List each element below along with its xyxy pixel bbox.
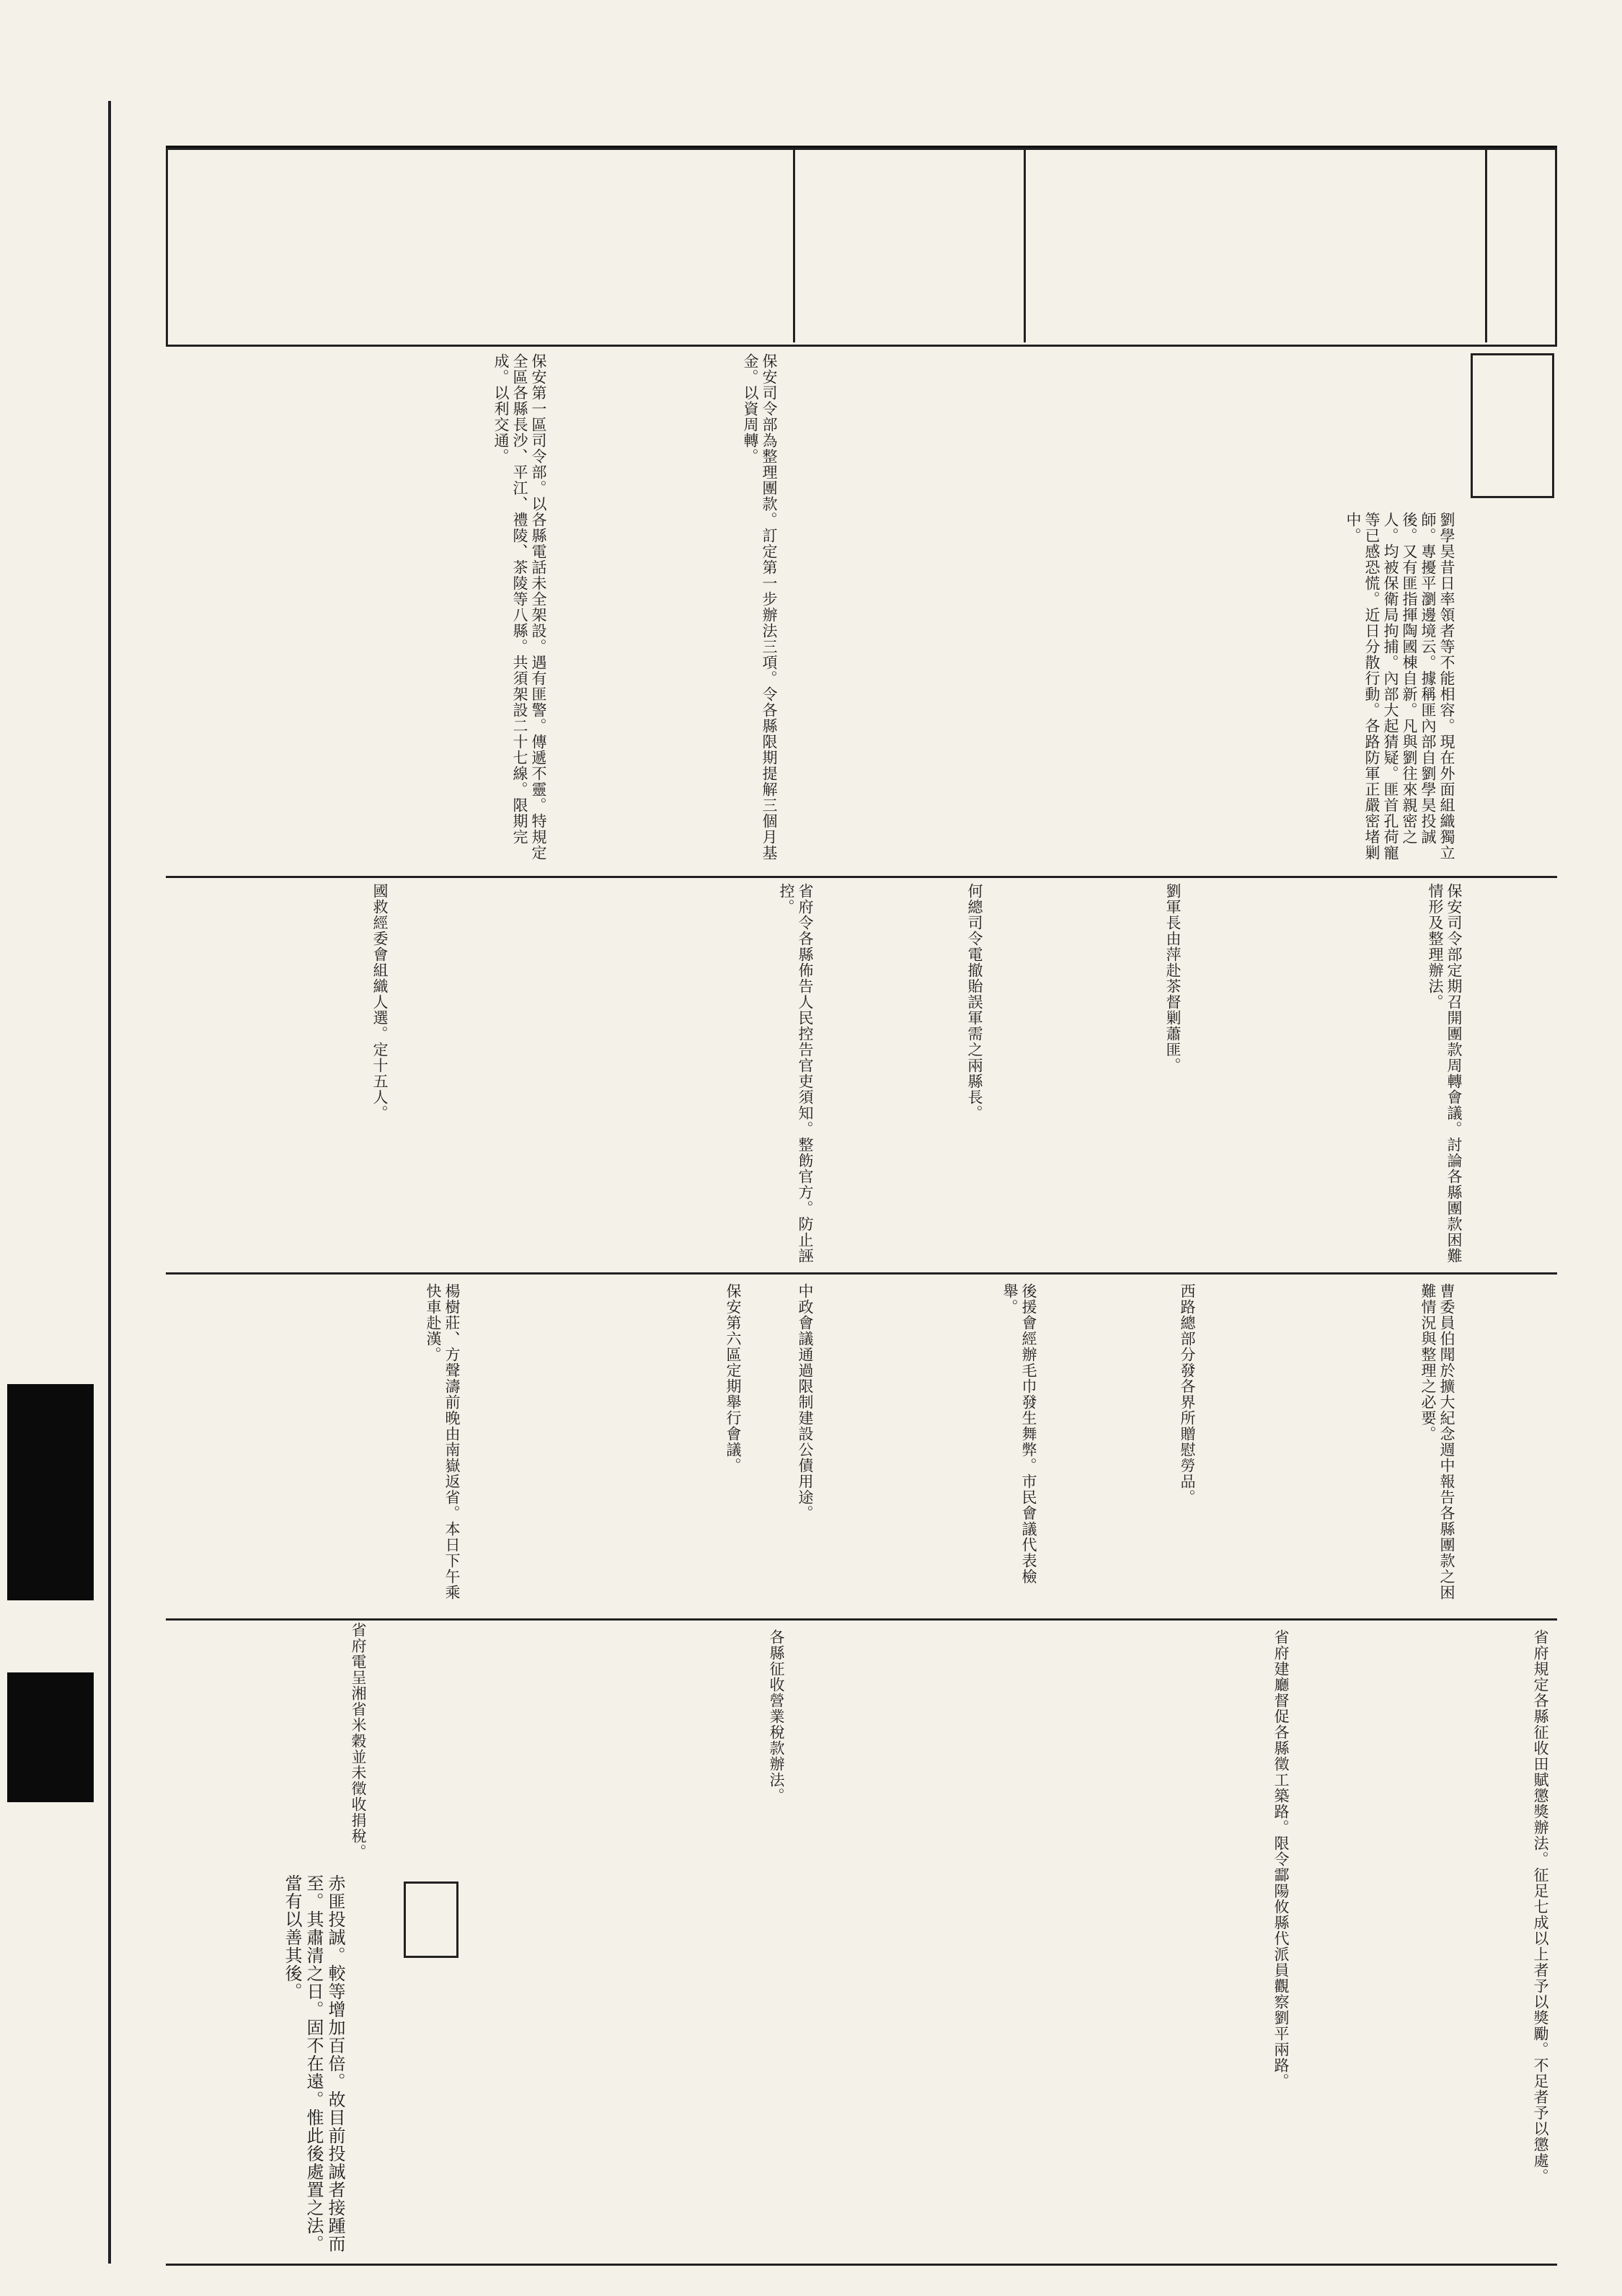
a6-body: 劉軍長由萍赴茶督剿蕭匪。 — [1164, 883, 1182, 1073]
local-badge — [1471, 353, 1554, 498]
editorial-label-box — [404, 1881, 458, 1958]
a11-body: 曹委員伯聞於擴大紀念週中報告各縣團款之困難情況與整理之必要。 — [1419, 1283, 1455, 1600]
bottom-rule — [166, 2264, 1557, 2266]
a18-body: 省府規定各縣征收田賦懲獎辦法。征足七成以上者予以獎勵。不足者予以懲處。 — [1532, 1629, 1549, 2184]
ad-divider-2 — [1024, 148, 1026, 342]
ad-band — [166, 148, 1557, 347]
a7-body: 何總司令電撤貽誤軍需之兩縣長。 — [966, 883, 983, 1121]
a5-body: 國救經委會組織人選。定十五人。 — [371, 883, 389, 1121]
editorial-body: 赤匪投誠。較等增加百倍。故目前投誠者接踵而至。其肅清之日。固不在遠。惟此後處置之法。當有以善其後。 — [282, 1874, 345, 2253]
masthead — [166, 95, 1557, 149]
a8-body: 省府令各縣佈告人民控告官吏須知。整飭官方。防止誣控。 — [778, 883, 814, 1264]
a17-body: 各縣征收營業稅款辦法。 — [768, 1629, 785, 1804]
left-strip-border — [108, 101, 111, 2264]
a12-body: 西路總部分發各界所贈慰勞品。 — [1179, 1283, 1196, 1505]
a3-body: 保安第一區司令部。以各縣電話未全架設。遇有匪警。傳遞不靈。特規定全區各縣長沙、平江、禮陵、茶陵等八縣。共須架設二十七線。限期完成。以利交通。 — [492, 353, 547, 861]
seal-block — [7, 1384, 94, 1600]
a2-body: 保安司令部為整理團款。訂定第一步辦法三項。令各縣限期提解三個月基金。以資周轉。 — [742, 353, 778, 861]
a15-body: 省府電呈湘省米穀並未徵收捐稅。 — [350, 1622, 367, 1860]
a1-body: 劉學昊昔日率領者等不能相容。現在外面組織獨立師。專擾平瀏邊境云。據稱匪內部自劉學昊投誠後。又有匪指揮陶國棟自新。凡與劉往來親密之人。均被保衛局拘捕。內部大起猜疑。匪首孔荷寵等已感恐慌。近日分散行動。各路防軍正嚴密堵剿中。 — [1344, 512, 1455, 861]
band-rule-3 — [166, 1618, 1557, 1621]
left-edge-ad-strip — [0, 101, 94, 2296]
band-rule-1 — [166, 876, 1557, 878]
a16-body: 中政會議通過限制建設公債用途。 — [797, 1283, 814, 1521]
band-rule-2 — [166, 1272, 1557, 1275]
a9-body: 楊樹莊、方聲濤前晚由南嶽返省。本日下午乘快車赴漢。 — [425, 1283, 461, 1600]
a13-body: 後援會經辦毛巾發生舞弊。市民會議代表檢舉。 — [1001, 1283, 1037, 1584]
ad-divider-1 — [793, 148, 795, 342]
a10-body: 保安司令部定期召開團款周轉會議。討論各縣團款困難情形及整理辦法。 — [1427, 883, 1463, 1264]
a19-body: 省府建廳督促各縣徵工築路。限令酃陽攸縣代派員觀察劉平兩路。 — [1272, 1629, 1290, 2089]
seal-block-2 — [7, 1672, 94, 1802]
ad-divider-3 — [1485, 148, 1487, 342]
printing-ad-note — [19, 786, 98, 1132]
a14-body: 保安第六區定期舉行會議。 — [724, 1283, 742, 1473]
